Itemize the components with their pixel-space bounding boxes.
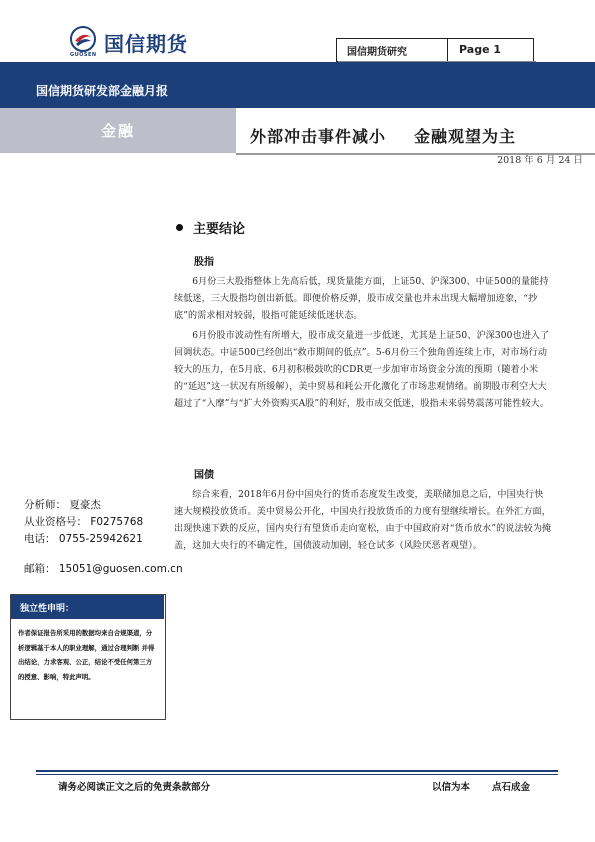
analyst-phone: 电话： 0755-25942621 bbox=[24, 533, 143, 545]
title-part-2: 金融观望为主 bbox=[414, 127, 517, 146]
footer-motto-2: 点石成金 bbox=[492, 782, 531, 793]
logo-text: 国信期货 bbox=[104, 32, 188, 56]
statement-body: 作者保证报告所采用的数据均来自合规渠道，分析逻辑基于本人的职业理解，通过合理判断 并得出结论，力求客观、公正，结论不受任何第三方的授意、影响，特此声明。 bbox=[18, 629, 155, 681]
footer-rule bbox=[36, 770, 558, 772]
stocks-heading: 股指 bbox=[194, 257, 214, 268]
report-type-label: 国信期货研发部金融月报 bbox=[36, 84, 169, 98]
category-label: 金融 bbox=[100, 122, 135, 140]
statement-title: 独立性申明： bbox=[20, 604, 75, 614]
page-number: Page 1 bbox=[459, 43, 502, 56]
footer-motto-1: 以信为本 bbox=[432, 782, 471, 793]
analyst-name: 分析师： 夏豪杰 bbox=[24, 499, 101, 511]
stocks-paragraph-2: 6月份股市波动性有所增大，股市成交量进一步低迷，尤其是上证50、沪深300也进入了回调状态。中证500已经创出“救市期间的低点”。5-6月份三个独角兽连续上市，对市场行动较大的压力，在5月底、6月初积极鼓吹的CDR更一步加审市场资金分流的预期（随着小米的“延迟”这一状况有所缓解），美中贸易和耗公开化激化了市场悲观情绪。前期股市利空大大超过了“入摩”与“扩大外资购买A股”的利好，股市成交低迷，股指未来弱势震荡可能性较大。 bbox=[174, 331, 550, 409]
bonds-heading: 国债 bbox=[194, 470, 214, 481]
company-logo bbox=[70, 26, 220, 56]
logo-subtext: GUOSEN bbox=[70, 52, 97, 58]
research-label: 国信期货研究 bbox=[347, 47, 407, 58]
analyst-license: 从业资格号： F0275768 bbox=[24, 516, 144, 528]
footer-rule-thin bbox=[36, 774, 558, 775]
bonds-paragraph-1: 综合来看，2018年6月份中国央行的货币态度发生改变，美联储加息之后，中国央行快速大规模投放货币。美中贸易公开化，中国央行投放货币的力度有望继续增长。在外汇方面，出现快速下跌的反应，国内央行有望货币走向宽松，由于中国政府对“货币放水”的说法较为掩盖，这加大央行的不确定性，国债波动加剧，轻仓试多（风险厌恶者观望）。 bbox=[174, 490, 552, 551]
title-part-1: 外部冲击事件减小 bbox=[250, 127, 387, 146]
footer-disclaimer: 请务必阅读正文之后的免责条款部分 bbox=[58, 782, 211, 793]
report-title bbox=[250, 124, 516, 147]
logo-mark-icon bbox=[70, 26, 96, 52]
footer-motto bbox=[432, 779, 530, 793]
analyst-email[interactable]: 邮箱： 15051@guosen.com.cn bbox=[24, 563, 183, 575]
section-title-text: 主要结论 bbox=[193, 222, 246, 237]
stocks-paragraph-1: 6月份三大股指整体上先高后低，现货量能方面，上证50、沪深300、中证500的量能持续低迷，三大股指均创出新低。即便价格反弹，股市成交量也并未出现大幅增加迹象，“抄底”的需求相对较弱，股指可能延续低迷状态。 bbox=[174, 277, 549, 321]
section-title bbox=[176, 218, 245, 237]
report-date: 2018 年 6 月 24 日 bbox=[497, 155, 583, 166]
header-info-box bbox=[336, 38, 534, 62]
bullet-icon bbox=[176, 224, 183, 231]
header-divider bbox=[447, 39, 448, 61]
